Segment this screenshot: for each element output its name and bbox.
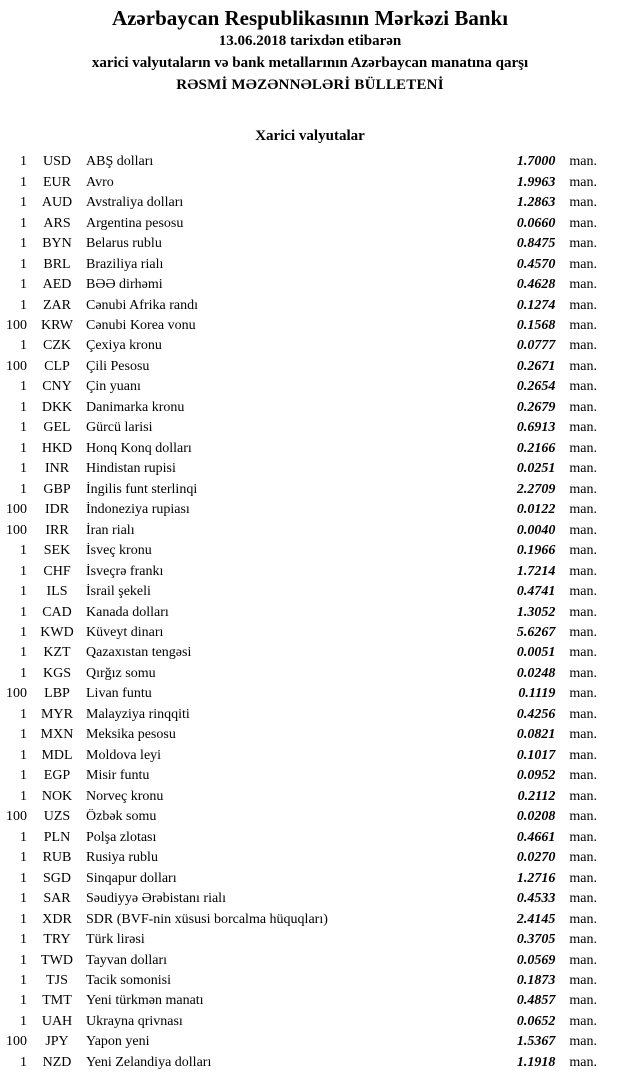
currency-name: Livan funtu: [86, 686, 152, 702]
currency-name: Norveç kronu: [86, 788, 164, 804]
currency-quantity: 1: [20, 952, 27, 968]
currency-rate: 0.0248: [516, 665, 556, 681]
table-row: [0, 766, 620, 786]
rate-unit-label: man.: [569, 829, 597, 845]
table-row: [0, 234, 620, 254]
currency-code: TRY: [43, 932, 71, 948]
currency-name: Cənubi Korea vonu: [86, 317, 196, 333]
currency-code: JPY: [45, 1034, 69, 1050]
currency-code: NOK: [41, 788, 73, 804]
rate-unit-label: man.: [569, 1013, 597, 1029]
currency-quantity: 100: [6, 809, 27, 825]
currency-rate: 0.0777: [516, 338, 556, 354]
currency-code: IRR: [45, 522, 69, 538]
currency-code: EUR: [43, 174, 71, 190]
currency-name: Səudiyyə Ərəbistanı rialı: [86, 891, 226, 907]
currency-rate: 0.1568: [516, 317, 556, 333]
rate-unit-label: man.: [569, 870, 597, 886]
currency-rates-table: [0, 152, 620, 1073]
currency-code: BYN: [42, 236, 72, 252]
table-row: [0, 889, 620, 909]
currency-rate: 0.0952: [516, 768, 556, 784]
currency-rate: 0.0040: [516, 522, 556, 538]
rate-unit-label: man.: [569, 481, 597, 497]
rate-unit-label: man.: [569, 502, 597, 518]
rate-unit-label: man.: [569, 338, 597, 354]
rate-unit-label: man.: [569, 399, 597, 415]
currency-name: Qazaxıstan tengəsi: [86, 645, 192, 661]
currency-quantity: 1: [20, 256, 27, 272]
currency-name: Cənubi Afrika randı: [86, 297, 198, 313]
rate-unit-label: man.: [569, 440, 597, 456]
currency-rate: 0.0208: [516, 809, 556, 825]
currency-rate: 0.4857: [516, 993, 556, 1009]
rate-unit-label: man.: [569, 932, 597, 948]
currency-name: İsrail şekeli: [86, 584, 151, 600]
currency-name: Küveyt dinarı: [86, 625, 164, 641]
currency-quantity: 1: [20, 788, 27, 804]
currency-code: LBP: [44, 686, 70, 702]
currency-code: XDR: [42, 911, 72, 927]
currency-name: BƏƏ dirhəmi: [86, 277, 163, 293]
table-row: [0, 827, 620, 847]
currency-code: CZK: [43, 338, 71, 354]
currency-code: GEL: [43, 420, 71, 436]
currency-code: CNY: [42, 379, 72, 395]
currency-rate: 0.4661: [516, 829, 556, 845]
currency-quantity: 100: [6, 317, 27, 333]
effective-date-line: 13.06.2018 tarixdən etibarən: [218, 33, 402, 49]
currency-name: Çexiya kronu: [86, 338, 162, 354]
currency-quantity: 1: [20, 993, 27, 1009]
currency-quantity: 1: [20, 870, 27, 886]
currency-name: İngilis funt sterlinqi: [86, 481, 198, 497]
table-row: [0, 336, 620, 356]
currency-quantity: 1: [20, 215, 27, 231]
currency-name: Belarus rublu: [86, 236, 162, 252]
currency-code: UZS: [43, 809, 71, 825]
currency-code: BRL: [43, 256, 71, 272]
currency-quantity: 1: [20, 338, 27, 354]
table-row: [0, 1032, 620, 1052]
table-row: [0, 848, 620, 868]
bulletin-header: [0, 0, 620, 96]
rate-unit-label: man.: [569, 584, 597, 600]
currency-quantity: 1: [20, 1013, 27, 1029]
currency-quantity: 1: [20, 399, 27, 415]
table-row: [0, 213, 620, 233]
currency-name: Honq Konq dolları: [86, 440, 192, 456]
currency-rate: 0.6913: [516, 420, 556, 436]
table-row: [0, 500, 620, 520]
currency-name: Malayziya rinqqiti: [86, 706, 190, 722]
currency-name: Gürcü larisi: [86, 420, 153, 436]
rate-unit-label: man.: [569, 522, 597, 538]
table-row: [0, 254, 620, 274]
currency-code: KZT: [43, 645, 71, 661]
currency-quantity: 1: [20, 625, 27, 641]
rate-unit-label: man.: [569, 706, 597, 722]
currency-code: KWD: [40, 625, 74, 641]
currency-name: İsveç kronu: [86, 543, 152, 559]
currency-name: İran rialı: [86, 522, 135, 538]
currency-name: Polşa zlotası: [86, 829, 157, 845]
currency-quantity: 1: [20, 645, 27, 661]
table-row: [0, 1012, 620, 1032]
currency-code: USD: [42, 154, 71, 170]
currency-code: SGD: [42, 870, 71, 886]
currency-quantity: 100: [6, 1034, 27, 1050]
currency-name: Braziliya rialı: [86, 256, 164, 272]
bank-title: Azərbaycan Respublikasının Mərkəzi Bankı: [111, 6, 509, 30]
rate-unit-label: man.: [569, 420, 597, 436]
rate-unit-label: man.: [569, 317, 597, 333]
currency-name: Kanada dolları: [86, 604, 169, 620]
currency-name: ABŞ dolları: [86, 154, 154, 170]
table-row: [0, 582, 620, 602]
currency-rate: 5.6267: [516, 625, 556, 641]
currency-code: MXN: [40, 727, 74, 743]
table-row: [0, 991, 620, 1011]
currency-code: AUD: [41, 195, 73, 211]
currency-quantity: 100: [6, 522, 27, 538]
currency-code: INR: [44, 461, 70, 477]
bulletin-title: RƏSMİ MƏZƏNNƏLƏRİ BÜLLETENİ: [176, 77, 444, 93]
rate-unit-label: man.: [569, 891, 597, 907]
currency-rate: 0.1274: [516, 297, 556, 313]
currency-name: Çili Pesosu: [86, 358, 150, 374]
currency-rate: 0.2679: [516, 399, 556, 415]
rate-unit-label: man.: [569, 297, 597, 313]
currency-rate: 0.2654: [516, 379, 556, 395]
table-row: [0, 480, 620, 500]
currency-code: ZAR: [43, 297, 71, 313]
currency-quantity: 1: [20, 1054, 27, 1070]
currency-code: EGP: [43, 768, 71, 784]
currency-quantity: 1: [20, 727, 27, 743]
currency-quantity: 1: [20, 379, 27, 395]
table-row: [0, 459, 620, 479]
currency-code: HKD: [41, 440, 73, 456]
currency-quantity: 1: [20, 932, 27, 948]
currency-quantity: 100: [6, 358, 27, 374]
currency-quantity: 1: [20, 420, 27, 436]
currency-quantity: 1: [20, 563, 27, 579]
table-row: [0, 439, 620, 459]
currency-code: TJS: [46, 972, 68, 988]
rate-unit-label: man.: [569, 379, 597, 395]
currency-name: Meksika pesosu: [86, 727, 176, 743]
table-row: [0, 541, 620, 561]
currency-quantity: 1: [20, 236, 27, 252]
currency-code: AED: [42, 277, 72, 293]
currency-quantity: 1: [20, 747, 27, 763]
table-row: [0, 684, 620, 704]
rate-unit-label: man.: [569, 972, 597, 988]
rate-unit-label: man.: [569, 809, 597, 825]
currency-name: Ukrayna qrivnası: [86, 1013, 183, 1029]
currency-rate: 0.3705: [516, 932, 556, 948]
currency-name: Rusiya rublu: [86, 850, 158, 866]
currency-quantity: 1: [20, 604, 27, 620]
table-row: [0, 275, 620, 295]
table-row: [0, 295, 620, 315]
currency-code: UAH: [41, 1013, 73, 1029]
currency-code: NZD: [42, 1054, 72, 1070]
currency-rate: 1.5367: [516, 1034, 556, 1050]
currency-rate: 0.2112: [517, 788, 556, 804]
rate-unit-label: man.: [569, 625, 597, 641]
currency-code: DKK: [41, 399, 73, 415]
currency-rate: 0.4628: [516, 277, 556, 293]
currency-name: Çin yuanı: [86, 379, 141, 395]
rate-unit-label: man.: [569, 195, 597, 211]
currency-rate: 0.4256: [516, 706, 556, 722]
rate-unit-label: man.: [569, 747, 597, 763]
currency-quantity: 1: [20, 174, 27, 190]
rate-unit-label: man.: [569, 604, 597, 620]
currency-code: ILS: [46, 584, 68, 600]
currency-quantity: 1: [20, 706, 27, 722]
currency-quantity: 1: [20, 972, 27, 988]
currency-rate: 1.9963: [516, 174, 556, 190]
rate-unit-label: man.: [569, 277, 597, 293]
currency-code: CHF: [43, 563, 71, 579]
currency-quantity: 100: [6, 502, 27, 518]
currency-name: Danimarka kronu: [86, 399, 185, 415]
currency-quantity: 1: [20, 665, 27, 681]
currency-code: TWD: [41, 952, 73, 968]
rate-unit-label: man.: [569, 686, 597, 702]
currency-name: İndoneziya rupiası: [86, 502, 190, 518]
table-row: [0, 418, 620, 438]
currency-name: Avstraliya dolları: [86, 195, 184, 211]
table-row: [0, 909, 620, 929]
currency-rate: 0.0660: [516, 215, 556, 231]
currency-rate: 2.4145: [516, 911, 556, 927]
currency-name: Hindistan rupisi: [86, 461, 176, 477]
currency-rate: 2.2709: [516, 481, 556, 497]
currency-rate: 0.1017: [516, 747, 556, 763]
currency-quantity: 1: [20, 297, 27, 313]
currency-rate: 0.8475: [516, 236, 556, 252]
currency-name: Avro: [86, 174, 114, 190]
currency-rate: 1.7000: [516, 154, 556, 170]
currency-quantity: 1: [20, 584, 27, 600]
rate-unit-label: man.: [569, 993, 597, 1009]
currency-rate: 0.1119: [518, 686, 556, 702]
currency-name: Tayvan dolları: [86, 952, 168, 968]
currency-rate: 0.0821: [516, 727, 556, 743]
currency-quantity: 1: [20, 481, 27, 497]
currency-name: Türk lirəsi: [86, 932, 145, 948]
currency-code: TMT: [42, 993, 72, 1009]
rate-unit-label: man.: [569, 543, 597, 559]
rate-unit-label: man.: [569, 952, 597, 968]
currency-quantity: 1: [20, 911, 27, 927]
rate-unit-label: man.: [569, 727, 597, 743]
table-row: [0, 520, 620, 540]
currency-rate: 0.0051: [516, 645, 556, 661]
currency-rate: 1.2716: [516, 870, 556, 886]
rate-unit-label: man.: [569, 256, 597, 272]
currency-name: Misir funtu: [86, 768, 150, 784]
currency-rate: 0.4570: [516, 256, 556, 272]
rate-unit-label: man.: [569, 645, 597, 661]
rate-unit-label: man.: [569, 461, 597, 477]
table-row: [0, 1053, 620, 1073]
table-row: [0, 868, 620, 888]
currency-quantity: 1: [20, 768, 27, 784]
currency-quantity: 1: [20, 829, 27, 845]
currency-rate: 0.2671: [516, 358, 556, 374]
currency-quantity: 1: [20, 154, 27, 170]
currency-quantity: 1: [20, 543, 27, 559]
rate-unit-label: man.: [569, 154, 597, 170]
section-title: Xarici valyutalar: [255, 128, 365, 144]
table-row: [0, 193, 620, 213]
currency-quantity: 1: [20, 440, 27, 456]
currency-code: SAR: [43, 891, 71, 907]
currency-code: MYR: [41, 706, 73, 722]
table-row: [0, 377, 620, 397]
currency-name: Yeni türkmən manatı: [86, 993, 204, 1009]
table-row: [0, 787, 620, 807]
currency-name: Argentina pesosu: [86, 215, 184, 231]
currency-name: Yeni Zelandiya dolları: [86, 1054, 212, 1070]
currency-rate: 0.0270: [516, 850, 556, 866]
table-row: [0, 623, 620, 643]
currency-quantity: 1: [20, 850, 27, 866]
rate-unit-label: man.: [569, 665, 597, 681]
table-row: [0, 602, 620, 622]
rate-unit-label: man.: [569, 174, 597, 190]
currency-name: Sinqapur dolları: [86, 870, 177, 886]
table-row: [0, 172, 620, 192]
rate-unit-label: man.: [569, 788, 597, 804]
currency-name: SDR (BVF-nin xüsusi borcalma hüquqları): [86, 911, 328, 927]
table-row: [0, 971, 620, 991]
currency-code: KRW: [41, 317, 73, 333]
currency-name: İsveçrə frankı: [86, 563, 164, 579]
currency-code: SEK: [43, 543, 71, 559]
currency-rate: 1.2863: [516, 195, 556, 211]
rate-unit-label: man.: [569, 1054, 597, 1070]
currency-quantity: 1: [20, 461, 27, 477]
table-row: [0, 398, 620, 418]
currency-rate: 0.1873: [516, 972, 556, 988]
table-row: [0, 664, 620, 684]
rate-unit-label: man.: [569, 563, 597, 579]
currency-code: RUB: [42, 850, 72, 866]
currency-name: Qırğız somu: [86, 665, 156, 681]
table-row: [0, 357, 620, 377]
table-row: [0, 725, 620, 745]
table-row: [0, 807, 620, 827]
currency-rate: 0.4533: [516, 891, 556, 907]
currency-code: CLP: [44, 358, 70, 374]
currency-code: GBP: [43, 481, 71, 497]
currency-rate: 0.1966: [516, 543, 556, 559]
table-row: [0, 316, 620, 336]
currency-rate: 0.4741: [516, 584, 556, 600]
table-row: [0, 705, 620, 725]
currency-code: ARS: [43, 215, 71, 231]
currency-rate: 0.0652: [516, 1013, 556, 1029]
currency-rate: 0.2166: [516, 440, 556, 456]
currency-name: Özbək somu: [86, 809, 157, 825]
table-row: [0, 950, 620, 970]
table-row: [0, 561, 620, 581]
rate-unit-label: man.: [569, 358, 597, 374]
table-row: [0, 643, 620, 663]
currency-rate: 1.1918: [516, 1054, 556, 1070]
rate-unit-label: man.: [569, 768, 597, 784]
rate-unit-label: man.: [569, 1034, 597, 1050]
currency-code: IDR: [44, 502, 70, 518]
currency-name: Moldova leyi: [86, 747, 162, 763]
currency-rate: 0.0569: [516, 952, 556, 968]
currency-name: Tacik somonisi: [86, 972, 171, 988]
currency-code: KGS: [42, 665, 71, 681]
currency-rate: 0.0251: [516, 461, 556, 477]
currency-quantity: 1: [20, 891, 27, 907]
table-row: [0, 746, 620, 766]
currency-code: CAD: [42, 604, 72, 620]
currency-rate: 1.7214: [516, 563, 556, 579]
currency-name: Yapon yeni: [86, 1034, 150, 1050]
table-row: [0, 152, 620, 172]
currency-quantity: 100: [6, 686, 27, 702]
currency-rate: 0.0122: [516, 502, 556, 518]
rate-unit-label: man.: [569, 911, 597, 927]
rate-unit-label: man.: [569, 236, 597, 252]
currency-code: PLN: [43, 829, 71, 845]
rate-unit-label: man.: [569, 215, 597, 231]
subtitle-line: xarici valyutaların və bank metallarının Azərbaycan manatına qarşı: [91, 55, 529, 71]
table-row: [0, 930, 620, 950]
rate-unit-label: man.: [569, 850, 597, 866]
currency-quantity: 1: [20, 277, 27, 293]
currency-quantity: 1: [20, 195, 27, 211]
currency-rate: 1.3052: [516, 604, 556, 620]
currency-code: MDL: [41, 747, 73, 763]
